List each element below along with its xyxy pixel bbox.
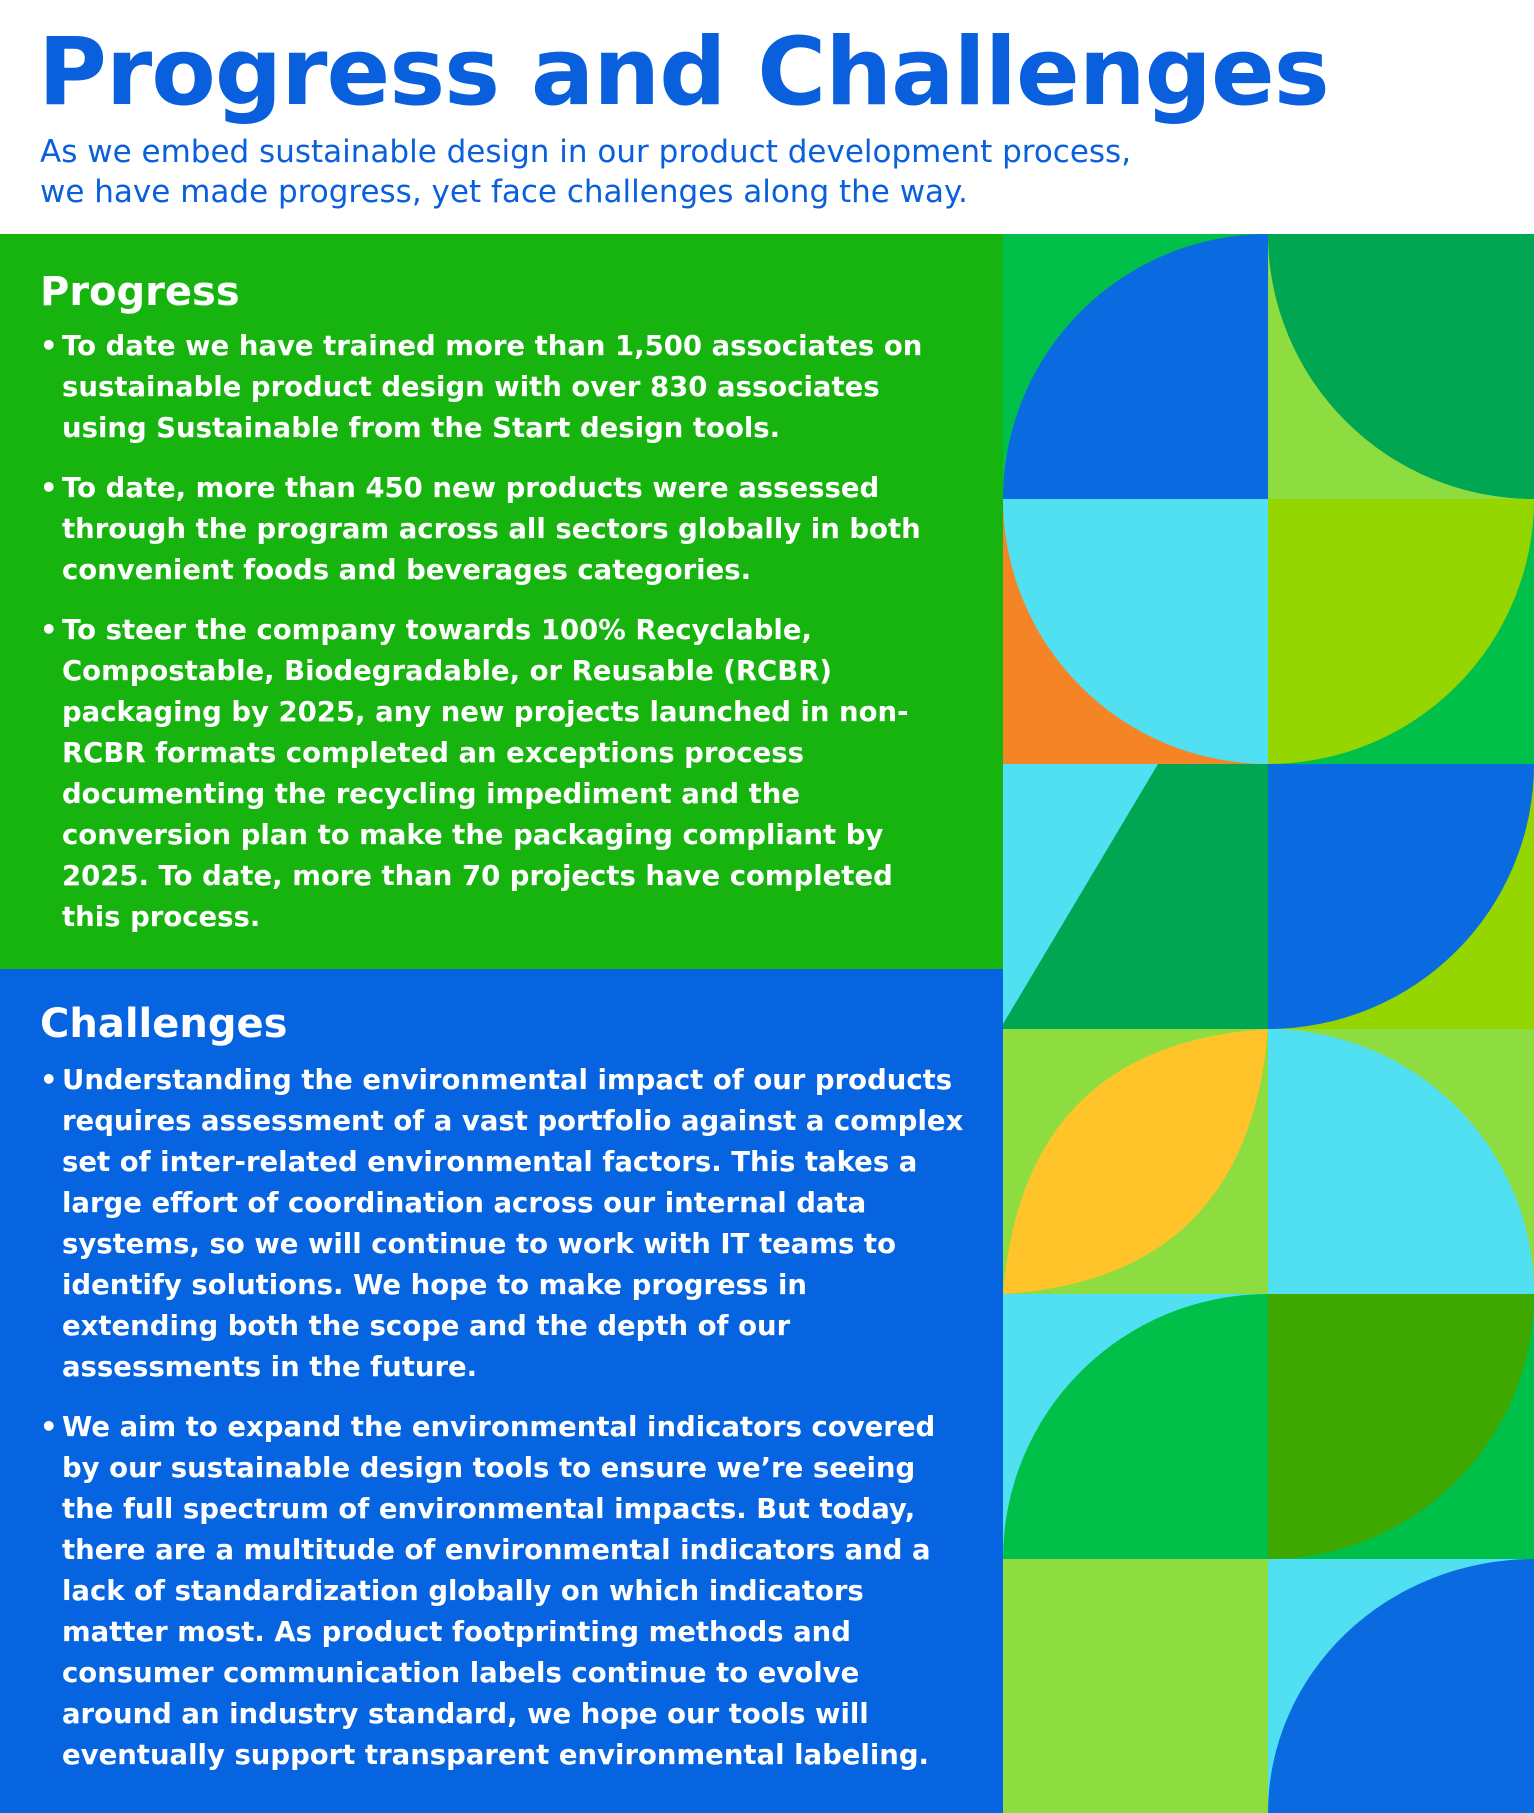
progress-panel bbox=[0, 234, 1003, 969]
page-subtitle: As we embed sustainable design in our product development process, we have made progress, yet face challenges along the way. bbox=[40, 134, 1132, 210]
challenges-bullet-text: We aim to expand the environmental indicators covered by our sustainable design tools to ensure we’re seeing the full spectrum of environmental impacts. But today, there are a multitude of environmental indicators and a lack of standardization globally on which indicators matter most. As product footprinting methods and consumer communication labels continue to evolve around an industry standard, we hope our tools will eventually support transparent environmental labeling. bbox=[62, 1411, 936, 1771]
progress-bullet-2 bbox=[40, 468, 945, 591]
challenges-bullet-text: Understanding the environmental impact of our products requires assessment of a vast portfolio against a complex set of inter-related environmental factors. This takes a large effort of coordination across our internal data systems, so we will continue to work with IT teams to identify solutions. We hope to make progress in extending both the scope and the depth of our assessments in the future. bbox=[62, 1064, 964, 1383]
decorative-geometric-pattern bbox=[1003, 234, 1534, 1813]
page-header bbox=[0, 0, 1534, 234]
bullet-dot: • bbox=[40, 330, 58, 362]
progress-bullet-1 bbox=[40, 326, 945, 449]
challenges-list bbox=[40, 1060, 970, 1795]
challenges-bullet-2 bbox=[40, 1407, 970, 1776]
page-title: Progress and Challenges bbox=[38, 18, 1329, 127]
progress-bullet-text: To date we have trained more than 1,500 associates on sustainable product design with over 830 associates using Sustainable from the Start design tools. bbox=[62, 330, 923, 444]
geometric-pattern-graphic bbox=[1003, 234, 1534, 1813]
challenges-bullet-1 bbox=[40, 1060, 970, 1388]
bullet-dot: • bbox=[40, 614, 58, 646]
challenges-panel bbox=[0, 969, 1010, 1813]
challenges-heading: Challenges bbox=[40, 1001, 288, 1047]
progress-list bbox=[40, 326, 945, 957]
bullet-dot: • bbox=[40, 1411, 58, 1443]
bullet-dot: • bbox=[40, 1064, 58, 1096]
progress-heading: Progress bbox=[40, 269, 240, 315]
progress-bullet-text: To steer the company towards 100% Recyclable, Compostable, Biodegradable, or Reusable (RCBR) packaging by 2025, any new projects launched in non-RCBR formats completed an exceptions process documenting the recycling impediment and the conversion plan to make the packaging compliant by 2025. To date, more than 70 projects have completed this process. bbox=[62, 614, 909, 933]
progress-bullet-3 bbox=[40, 610, 945, 938]
bullet-dot: • bbox=[40, 472, 58, 504]
progress-bullet-text: To date, more than 450 new products were assessed through the program across all sectors globally in both convenient foods and beverages categories. bbox=[62, 472, 921, 586]
